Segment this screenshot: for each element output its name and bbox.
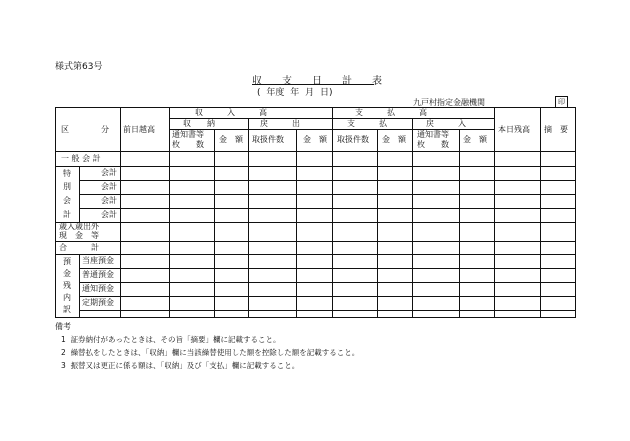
deposit-label-char: 残 (63, 281, 71, 290)
rule-col (377, 129, 378, 318)
header-notice-count-l1: 通知書等 (417, 130, 449, 139)
note-text: 証券納付があったときは、その旨「摘要」欄に記載すること。 (70, 335, 281, 344)
rule-right (575, 107, 576, 318)
header-category: 区 分 (61, 125, 109, 134)
header-amount: 金 額 (219, 135, 243, 144)
date-line: ( 年度 年 月 日) (257, 88, 333, 98)
special-label-char: 会 (63, 196, 71, 205)
special-label-char: 別 (63, 182, 71, 191)
rule-col (332, 107, 333, 318)
rule-row (55, 241, 576, 242)
rule-row (79, 208, 576, 209)
rule-col (412, 118, 413, 318)
rule-col (120, 107, 121, 318)
deposit-label-char: 訳 (63, 305, 71, 314)
rule-row (55, 166, 576, 167)
header-amount: 金 額 (463, 135, 487, 144)
special-row-label: 会計 (101, 182, 117, 191)
rule-col (459, 129, 460, 318)
seal-stamp: 印 (555, 96, 568, 108)
note-number: 2 (61, 348, 66, 357)
header-prev-balance: 前日越高 (123, 125, 155, 134)
rule-row (79, 268, 576, 269)
header-notice-count-l2: 枚 数 (417, 140, 449, 149)
header-withdrawal-count: 取扱件数 (337, 135, 369, 144)
header-expense-total: 支 払 高 (355, 108, 427, 117)
rule-col (169, 107, 170, 318)
header-remarks: 摘 要 (544, 125, 568, 134)
rule-col (296, 129, 297, 318)
special-label-char: 特 (63, 169, 71, 178)
note-item (61, 334, 281, 345)
deposit-label-char: 預 (63, 257, 71, 266)
note-item (61, 347, 359, 358)
rule-header-bottom (55, 151, 576, 152)
note-text: 振替又は更正に係る額は、「収納」及び「支払」欄に記載すること。 (70, 361, 300, 370)
rule-col (540, 107, 541, 318)
header-notice-count-l1: 通知書等 (172, 130, 204, 139)
deposit-label-char: 金 (63, 269, 71, 278)
daily-balance-table (55, 107, 576, 318)
rule-deposit-label (79, 254, 80, 317)
header-amount: 金 額 (303, 135, 327, 144)
deposit-row-label: 通知預金 (82, 284, 114, 293)
rule-row (55, 222, 576, 223)
rule-col (248, 118, 249, 318)
special-row-label: 会計 (101, 196, 117, 205)
note-number: 1 (61, 335, 66, 344)
document-title: 収支日計表 (252, 76, 402, 87)
rule-top (55, 107, 576, 108)
header-income-total: 収 入 高 (195, 108, 267, 117)
header-amount: 金 額 (382, 135, 406, 144)
bank-name: 九戸村指定金融機関 (413, 98, 485, 107)
rule-left (55, 107, 56, 318)
rule-row (79, 180, 576, 181)
rule-row (79, 310, 576, 311)
form-number: 様式第63号 (55, 62, 103, 72)
note-item (61, 360, 299, 371)
row-year-end-l2: 現 金 等 (59, 231, 99, 240)
header-expense-refunds: 戻 入 (426, 119, 466, 128)
deposit-row-label: 定期預金 (82, 298, 114, 307)
header-income-refunds: 戻 出 (260, 119, 300, 128)
rule-row (79, 296, 576, 297)
deposit-label-char: 内 (63, 293, 71, 302)
row-general-account: 一 般 会 計 (61, 154, 101, 163)
header-withdrawal-count: 取扱件数 (252, 135, 284, 144)
rule-row (79, 194, 576, 195)
header-income-receipts: 収 納 (183, 119, 215, 128)
rule-col (494, 107, 495, 318)
special-row-label: 会計 (101, 210, 117, 219)
header-current-balance: 本日残高 (498, 125, 530, 134)
deposit-row-label: 当座預金 (82, 256, 114, 265)
notes-heading: 備考 (55, 322, 71, 331)
special-label-char: 計 (63, 210, 71, 219)
rule-special-label (79, 166, 80, 222)
header-expense-payments: 支 払 (347, 119, 387, 128)
row-year-end-l1: 歳入歳出外 (59, 222, 99, 231)
deposit-row-label: 普通預金 (82, 270, 114, 279)
rule-col (214, 129, 215, 318)
rule-total-bottom (55, 254, 576, 255)
special-row-label: 会計 (101, 168, 117, 177)
note-text: 繰替払をしたときは、「収納」欄に当該繰替使用した額を控除した額を記載すること。 (70, 348, 360, 357)
row-total: 合 計 (59, 243, 99, 252)
header-notice-count-l2: 枚 数 (172, 140, 204, 149)
note-number: 3 (61, 361, 66, 370)
rule-row (79, 282, 576, 283)
rule-bottom (55, 317, 576, 318)
